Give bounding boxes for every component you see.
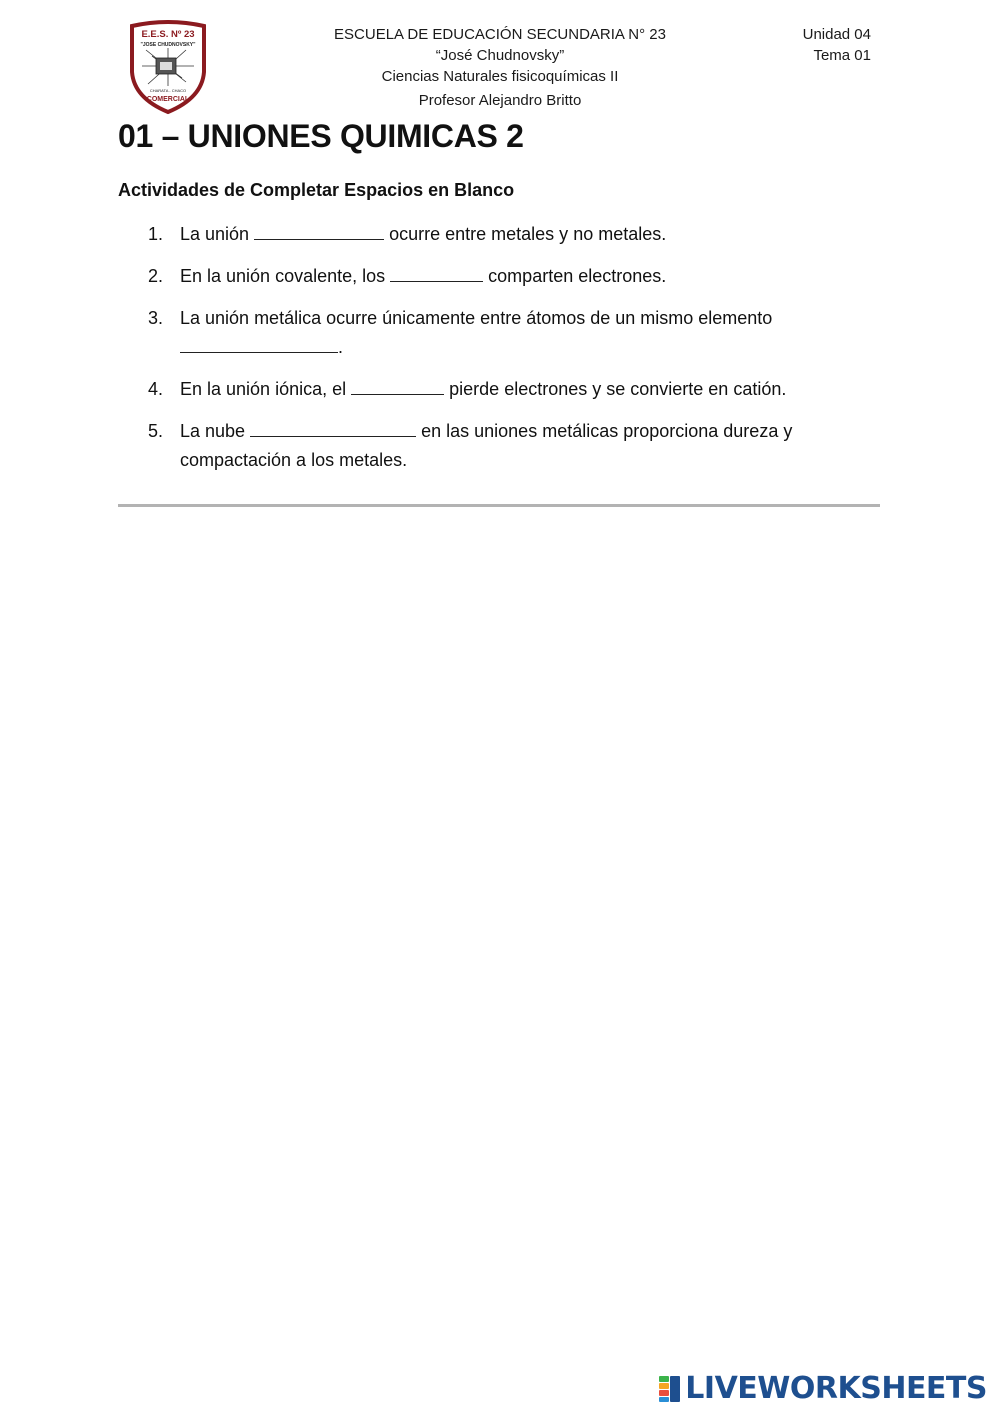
school-header	[300, 24, 700, 111]
section-divider	[118, 504, 880, 507]
item-text-before: La unión	[180, 224, 250, 244]
svg-text:COMERCIAL: COMERCIAL	[146, 96, 190, 103]
school-honoree: “José Chudnovsky”	[435, 47, 565, 64]
page-title: 01 – UNIONES QUIMICAS 2	[118, 118, 524, 154]
list-item	[118, 417, 838, 475]
school-crest-icon	[126, 20, 210, 115]
blank-input[interactable]	[390, 264, 483, 282]
item-text-before: En la unión covalente, los	[180, 266, 386, 286]
svg-text:CHARATA - CHACO: CHARATA - CHACO	[149, 88, 187, 93]
activity-list	[118, 220, 838, 488]
school-name: ESCUELA DE EDUCACIÓN SECUNDARIA N° 23	[334, 26, 666, 43]
unit-header	[803, 24, 871, 66]
item-text-after: en las uniones metálicas proporciona dureza y compactación a los metales.	[180, 421, 793, 470]
blank-input[interactable]	[180, 335, 338, 353]
blank-input[interactable]	[250, 419, 416, 437]
svg-text:E.E.S. Nº 23: E.E.S. Nº 23	[141, 29, 195, 40]
item-text-after: ocurre entre metales y no metales.	[389, 224, 667, 244]
liveworksheets-logo-icon	[659, 1376, 681, 1402]
course-name: Ciencias Naturales fisicoquímicas II	[381, 68, 619, 85]
item-text-after: pierde electrones y se convierte en catión.	[449, 379, 787, 399]
item-number: 5.	[148, 421, 164, 441]
topic-label: Tema 01	[813, 47, 871, 64]
section-subtitle: Actividades de Completar Espacios en Blanco	[118, 180, 515, 200]
school-logo	[126, 20, 210, 115]
item-text-before: La unión metálica ocurre únicamente entre átomos de un mismo elemento	[180, 308, 773, 328]
liveworksheets-brand[interactable]	[659, 1371, 987, 1406]
blank-input[interactable]	[254, 222, 384, 240]
item-number: 1.	[148, 224, 164, 244]
list-item	[118, 375, 838, 404]
brand-text: LIVEWORKSHEETS	[685, 1371, 987, 1406]
list-item	[118, 262, 838, 291]
list-item	[118, 220, 838, 249]
item-text-before: La nube	[180, 421, 246, 441]
item-text-after: comparten electrones.	[488, 266, 667, 286]
item-text-after: .	[338, 337, 344, 357]
list-item	[118, 304, 838, 362]
item-number: 4.	[148, 379, 164, 399]
blank-input[interactable]	[351, 377, 444, 395]
unit-label: Unidad 04	[802, 26, 871, 43]
svg-text:"JOSE CHUDNOVSKY": "JOSE CHUDNOVSKY"	[140, 42, 196, 48]
teacher-name: Profesor Alejandro Britto	[418, 92, 582, 109]
item-number: 2.	[148, 266, 164, 286]
item-number: 3.	[148, 308, 164, 328]
item-text-before: En la unión iónica, el	[180, 379, 347, 399]
